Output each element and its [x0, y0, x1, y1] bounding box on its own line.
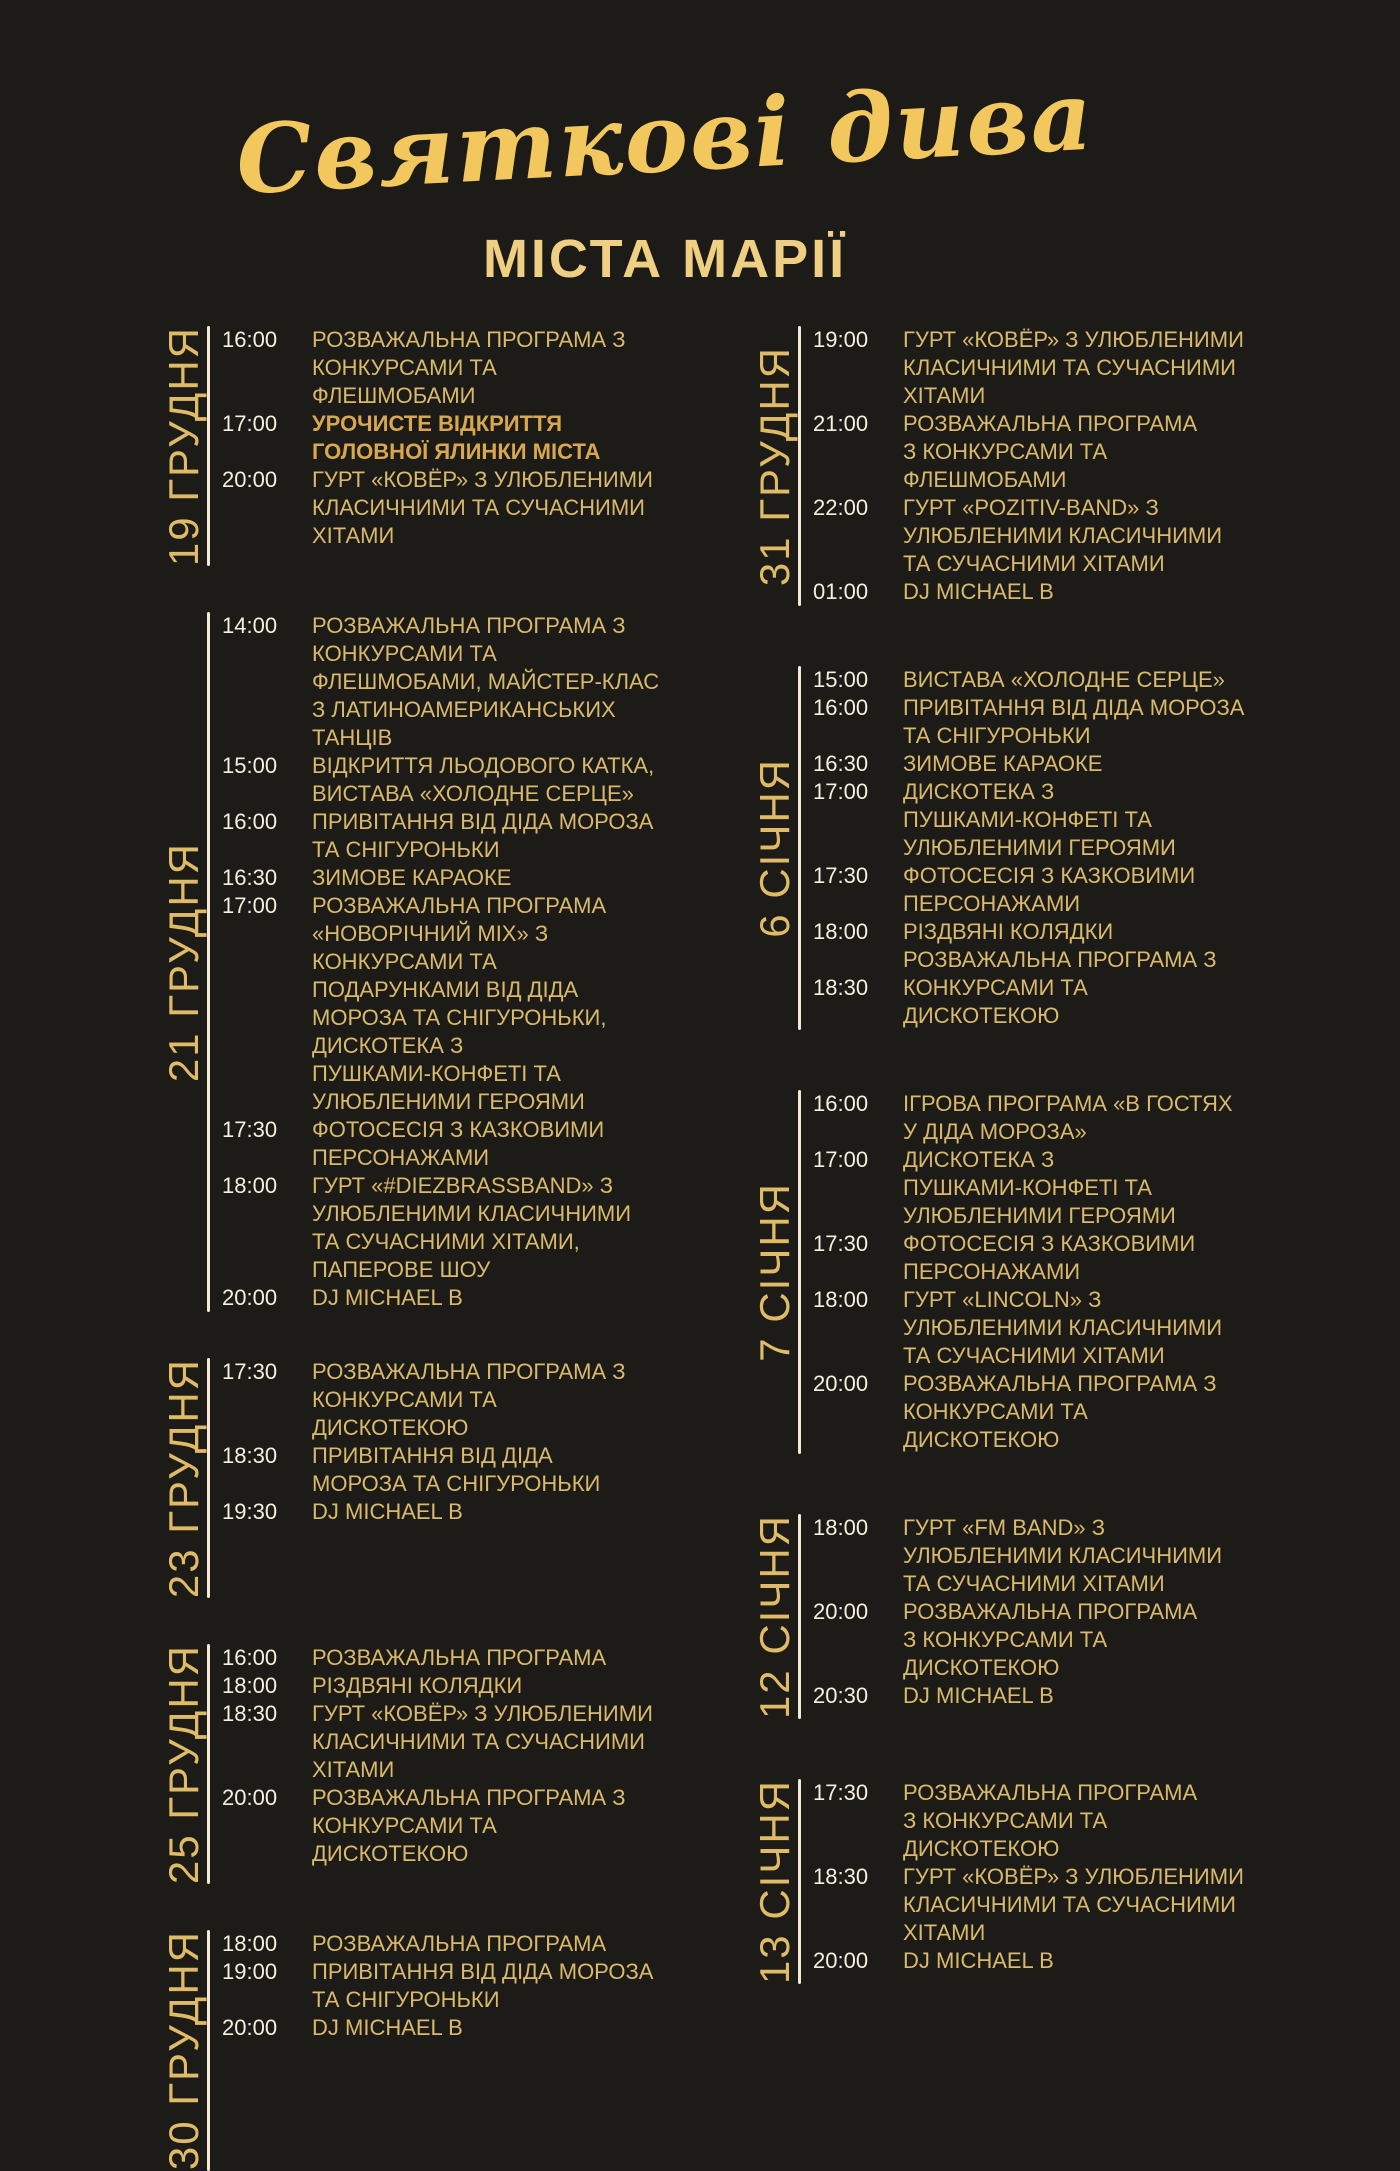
schedule-section — [640, 1514, 1400, 1719]
event-row — [813, 410, 1244, 494]
poster-title: Святкові дива — [233, 60, 1097, 217]
event-description-line: ДИСКОТЕКОЮ — [312, 1415, 469, 1441]
event-description-line: ПУШКАМИ-КОНФЕТІ ТА — [312, 1061, 561, 1087]
event-description-line: ПРИВІТАННЯ ВІД ДІДА МОРОЗА — [903, 695, 1245, 720]
event-row — [222, 892, 659, 1116]
event-time: 16:00 — [222, 809, 278, 835]
event-row — [813, 946, 1244, 1030]
section-date-cell — [640, 1090, 798, 1454]
event-row — [222, 808, 659, 864]
event-time: 16:30 — [813, 751, 869, 776]
event-row — [813, 578, 1244, 606]
event-description-line: ІГРОВА ПРОГРАМА «В ГОСТЯХ — [903, 1091, 1233, 1116]
event-description-line: ХІТАМИ — [312, 523, 395, 548]
schedule-section — [640, 326, 1400, 606]
event-description-line: КОНКУРСАМИ ТА — [312, 949, 497, 975]
event-description-line: ПЕРСОНАЖАМИ — [903, 891, 1081, 916]
section-events — [801, 666, 1244, 1030]
schedule-section — [640, 1090, 1400, 1454]
event-row — [222, 1644, 653, 1672]
event-time: 20:00 — [813, 1948, 869, 1974]
event-description-line: ХІТАМИ — [312, 1757, 395, 1783]
schedule-section — [95, 326, 653, 567]
event-description-line: DJ MICHAEL B — [903, 579, 1054, 604]
event-description-line: ГУРТ «LINCOLN» З — [903, 1287, 1102, 1312]
section-date-label: 6 СІЧНЯ — [751, 758, 798, 938]
section-events — [210, 1644, 653, 1884]
section-events — [210, 326, 653, 566]
event-time: 17:30 — [222, 1359, 278, 1385]
event-time: 20:30 — [813, 1683, 869, 1708]
event-time: 16:00 — [813, 695, 869, 720]
event-description-line: РІЗДВЯНІ КОЛЯДКИ — [903, 919, 1114, 944]
event-description-line: ПЕРСОНАЖАМИ — [903, 1259, 1081, 1284]
event-row — [813, 1370, 1233, 1454]
event-row — [222, 1784, 653, 1868]
event-row — [813, 1230, 1233, 1286]
event-description-line: МОРОЗА ТА СНІГУРОНЬКИ, — [312, 1005, 607, 1031]
schedule-section — [95, 1930, 654, 2171]
section-events — [801, 326, 1244, 606]
event-description-line: ПОДАРУНКАМИ ВІД ДІДА — [312, 977, 579, 1003]
event-description-line: ЗИМОВЕ КАРАОКЕ — [903, 751, 1103, 776]
event-row — [813, 1863, 1244, 1947]
event-description-line: З КОНКУРСАМИ ТА — [903, 1627, 1108, 1652]
event-description-line: КЛАСИЧНИМИ ТА СУЧАСНИМИ — [903, 1892, 1236, 1918]
event-description-line: РОЗВАЖАЛЬНА ПРОГРАМА З — [312, 1785, 626, 1811]
event-description-line: ВІДКРИТТЯ ЛЬОДОВОГО КАТКА, — [312, 753, 655, 779]
event-time: 17:30 — [813, 1780, 869, 1806]
event-row — [222, 1284, 659, 1312]
event-time: 17:30 — [222, 1117, 278, 1143]
event-time: 17:30 — [813, 1231, 869, 1256]
event-time: 14:00 — [222, 613, 278, 639]
event-description-line: ФЛЕШМОБАМИ, МАЙСТЕР-КЛАС — [312, 669, 660, 695]
event-description-line: РОЗВАЖАЛЬНА ПРОГРАМА — [903, 1599, 1198, 1624]
event-description-line: ЗИМОВЕ КАРАОКЕ — [312, 865, 512, 891]
event-row — [222, 1672, 653, 1700]
event-description-line: ФЛЕШМОБАМИ — [903, 467, 1067, 492]
event-time: 19:00 — [222, 1959, 278, 1985]
event-description-line: ГУРТ «FM BAND» З — [903, 1515, 1105, 1540]
event-row — [813, 1598, 1222, 1682]
event-description-line: DJ MICHAEL B — [312, 1285, 463, 1311]
section-date-label: 31 ГРУДНЯ — [751, 345, 798, 587]
event-description-line: УЛЮБЛЕНИМИ ГЕРОЯМИ — [903, 1203, 1176, 1228]
event-time: 22:00 — [813, 495, 869, 520]
event-description-line: УЛЮБЛЕНИМИ КЛАСИЧНИМИ — [312, 1201, 632, 1227]
event-description-line: ТА СУЧАСНИМИ ХІТАМИ — [903, 1571, 1165, 1596]
event-time: 18:30 — [222, 1443, 278, 1469]
event-row — [813, 1146, 1233, 1230]
schedule-section — [640, 666, 1400, 1030]
event-row — [222, 1498, 626, 1526]
section-date-cell — [640, 1779, 798, 1984]
schedule-section — [95, 612, 660, 1312]
event-description-line: ТА СУЧАСНИМИ ХІТАМИ — [903, 1343, 1165, 1368]
event-time: 18:00 — [813, 919, 869, 944]
event-time: 16:00 — [813, 1091, 869, 1116]
event-description-line: ПУШКАМИ-КОНФЕТІ ТА — [903, 1175, 1152, 1200]
schedule-column-right — [640, 326, 1400, 1984]
poster-header — [0, 0, 1330, 289]
event-description-line: ДИСКОТЕКА З — [903, 1147, 1055, 1172]
event-description-line: РОЗВАЖАЛЬНА ПРОГРАМА — [312, 1931, 607, 1957]
event-description-line: РОЗВАЖАЛЬНА ПРОГРАМА З — [312, 613, 626, 639]
event-description-line: ХІТАМИ — [903, 1920, 986, 1946]
event-row — [222, 1172, 659, 1284]
event-time: 15:00 — [222, 753, 278, 779]
event-row — [222, 1442, 626, 1498]
section-date-label: 7 СІЧНЯ — [751, 1182, 798, 1362]
event-description-line: DJ MICHAEL B — [312, 2015, 463, 2041]
event-description-line: КЛАСИЧНИМИ ТА СУЧАСНИМИ — [903, 355, 1236, 380]
event-row — [813, 1286, 1233, 1370]
event-description-line: РОЗВАЖАЛЬНА ПРОГРАМА З — [903, 947, 1217, 972]
event-time: 16:30 — [222, 865, 278, 891]
event-description-line: DJ MICHAEL B — [903, 1948, 1054, 1974]
event-time: 17:00 — [813, 1147, 869, 1172]
event-row — [813, 326, 1244, 410]
event-description-line: ГУРТ «POZITIV-BAND» З — [903, 495, 1159, 520]
event-description-line: З КОНКУРСАМИ ТА — [903, 1808, 1108, 1834]
event-description-line: DJ MICHAEL B — [903, 1683, 1054, 1708]
event-time: 17:00 — [222, 893, 278, 919]
section-events — [801, 1514, 1222, 1719]
section-date-cell — [640, 326, 798, 606]
event-description-line: УЛЮБЛЕНИМИ ГЕРОЯМИ — [903, 835, 1176, 860]
section-date-label: 25 ГРУДНЯ — [160, 1644, 207, 1885]
event-description-line: КОНКУРСАМИ ТА — [312, 1813, 497, 1839]
event-description-line: ПЕРСОНАЖАМИ — [312, 1145, 490, 1171]
event-description-line: ПРИВІТАННЯ ВІД ДІДА МОРОЗА — [312, 1959, 654, 1985]
event-description-line: У ДІДА МОРОЗА» — [903, 1119, 1087, 1144]
event-description-line: ГУРТ «#DIEZBRASSBAND» З — [312, 1173, 614, 1199]
event-row — [813, 778, 1244, 862]
event-description-line: DJ MICHAEL B — [312, 1499, 463, 1525]
event-time: 20:00 — [813, 1599, 869, 1624]
section-events — [801, 1090, 1233, 1454]
event-description-line: КОНКУРСАМИ ТА — [903, 975, 1088, 1000]
event-description-line: РОЗВАЖАЛЬНА ПРОГРАМА З — [312, 327, 626, 352]
event-description-line: ДИСКОТЕКОЮ — [903, 1655, 1060, 1680]
section-date-label: 23 ГРУДНЯ — [160, 1358, 207, 1599]
section-date-cell — [95, 1358, 207, 1598]
event-description-line: ГУРТ «КОВЁР» З УЛЮБЛЕНИМИ — [312, 467, 653, 492]
event-time: 18:00 — [222, 1931, 278, 1957]
event-description-line: УЛЮБЛЕНИМИ КЛАСИЧНИМИ — [903, 523, 1223, 548]
section-date-cell — [95, 1930, 207, 2170]
event-description-line: З ЛАТИНОАМЕРИКАНСЬКИХ — [312, 697, 616, 723]
schedule-column-left — [95, 326, 660, 2171]
event-time: 21:00 — [813, 411, 869, 436]
section-date-cell — [95, 326, 207, 566]
event-description-line: ГОЛОВНОЇ ЯЛИНКИ МІСТА — [312, 439, 601, 464]
event-description-line: ДИСКОТЕКОЮ — [903, 1836, 1060, 1862]
event-description-line: ДИСКОТЕКА З — [903, 779, 1055, 804]
event-time: 18:30 — [222, 1701, 278, 1727]
event-description-line: ПАПЕРОВЕ ШОУ — [312, 1257, 491, 1283]
event-time: 18:30 — [813, 975, 869, 1000]
event-description-line: РОЗВАЖАЛЬНА ПРОГРАМА З — [903, 1371, 1217, 1396]
event-row — [222, 1116, 659, 1172]
event-description-line: ГУРТ «КОВЁР» З УЛЮБЛЕНИМИ — [903, 1864, 1244, 1890]
event-row — [222, 466, 653, 550]
event-description-line: КОНКУРСАМИ ТА — [312, 355, 497, 380]
event-time: 18:00 — [222, 1673, 278, 1699]
event-description-line: «НОВОРІЧНИЙ MIX» З — [312, 921, 549, 947]
event-time: 20:00 — [222, 467, 278, 492]
event-description-line: ФОТОСЕСІЯ З КАЗКОВИМИ — [903, 863, 1196, 888]
schedule-section — [640, 1779, 1400, 1984]
event-row — [222, 2014, 653, 2042]
event-description-line: РОЗВАЖАЛЬНА ПРОГРАМА — [312, 893, 607, 919]
event-description-line: З КОНКУРСАМИ ТА — [903, 439, 1108, 464]
event-row — [222, 864, 659, 892]
event-row — [813, 1682, 1222, 1710]
event-time: 01:00 — [813, 579, 869, 604]
event-time: 20:00 — [222, 1285, 278, 1311]
schedule-section — [95, 1358, 640, 1598]
event-description-line: ПРИВІТАННЯ ВІД ДІДА — [312, 1443, 553, 1469]
event-time: 18:00 — [222, 1173, 278, 1199]
schedule — [0, 326, 1400, 2171]
event-row — [813, 1947, 1244, 1975]
event-description-line: РОЗВАЖАЛЬНА ПРОГРАМА — [312, 1645, 607, 1671]
event-time: 18:00 — [813, 1287, 869, 1312]
event-description-line: ФЛЕШМОБАМИ — [312, 383, 476, 408]
section-date-label: 19 ГРУДНЯ — [160, 326, 207, 567]
section-events — [801, 1779, 1244, 1984]
event-description-line: ТА СНІГУРОНЬКИ — [312, 1987, 500, 2013]
event-description-line: ПУШКАМИ-КОНФЕТІ ТА — [903, 807, 1152, 832]
event-description-line: РОЗВАЖАЛЬНА ПРОГРАМА — [903, 1780, 1198, 1806]
event-row — [222, 1358, 626, 1442]
event-time: 19:30 — [222, 1499, 278, 1525]
section-events — [210, 1358, 626, 1598]
event-row — [222, 1700, 653, 1784]
event-description-line: РІЗДВЯНІ КОЛЯДКИ — [312, 1673, 523, 1699]
section-date-cell — [95, 612, 207, 1312]
section-date-cell — [640, 1514, 798, 1719]
event-description-line: ТА СНІГУРОНЬКИ — [903, 723, 1091, 748]
event-row — [222, 326, 653, 410]
event-time: 17:30 — [813, 863, 869, 888]
event-description-line: ВИСТАВА «ХОЛОДНЕ СЕРЦЕ» — [903, 667, 1225, 692]
event-description-line: УЛЮБЛЕНИМИ КЛАСИЧНИМИ — [903, 1315, 1223, 1340]
event-row — [222, 612, 659, 752]
event-description-line: КЛАСИЧНИМИ ТА СУЧАСНИМИ — [312, 495, 645, 520]
event-description-line: ТА СУЧАСНИМИ ХІТАМИ — [903, 551, 1165, 576]
event-time: 18:00 — [813, 1515, 869, 1540]
event-description-line: ТАНЦІВ — [312, 725, 393, 751]
section-date-label: 13 СІЧНЯ — [751, 1779, 798, 1985]
section-date-label: 30 ГРУДНЯ — [160, 1930, 207, 2171]
section-date-label: 12 СІЧНЯ — [751, 1514, 798, 1720]
event-row — [222, 752, 659, 808]
event-time: 20:00 — [222, 1785, 278, 1811]
event-row — [222, 1930, 653, 1958]
event-time: 17:00 — [222, 411, 278, 436]
event-time: 15:00 — [813, 667, 869, 692]
event-description-line: ТА СНІГУРОНЬКИ — [312, 837, 500, 863]
event-description-line: КОНКУРСАМИ ТА — [312, 1387, 497, 1413]
event-description-line: ПРИВІТАННЯ ВІД ДІДА МОРОЗА — [312, 809, 654, 835]
section-date-cell — [640, 666, 798, 1030]
event-description-line: ХІТАМИ — [903, 383, 986, 408]
event-description-line: РОЗВАЖАЛЬНА ПРОГРАМА З — [312, 1359, 626, 1385]
event-time: 20:00 — [813, 1371, 869, 1396]
poster-subtitle: МІСТА МАРІЇ — [482, 229, 848, 289]
event-row — [813, 918, 1244, 946]
section-events — [210, 612, 659, 1312]
event-time: 20:00 — [222, 2015, 278, 2041]
event-row — [813, 494, 1244, 578]
event-time: 16:00 — [222, 327, 278, 352]
event-description-line: ГУРТ «КОВЁР» З УЛЮБЛЕНИМИ — [312, 1701, 653, 1727]
event-description-line: УЛЮБЛЕНИМИ КЛАСИЧНИМИ — [903, 1543, 1223, 1568]
event-description-line: ГУРТ «КОВЁР» З УЛЮБЛЕНИМИ — [903, 327, 1244, 352]
event-row — [813, 1779, 1244, 1863]
event-row — [813, 694, 1244, 750]
event-time: 18:30 — [813, 1864, 869, 1890]
event-description-line: ФОТОСЕСІЯ З КАЗКОВИМИ — [903, 1231, 1196, 1256]
event-description-line: ФОТОСЕСІЯ З КАЗКОВИМИ — [312, 1117, 605, 1143]
event-row — [813, 1514, 1222, 1598]
event-time: 19:00 — [813, 327, 869, 352]
event-description-line: УЛЮБЛЕНИМИ ГЕРОЯМИ — [312, 1089, 585, 1115]
event-description-line: КОНКУРСАМИ ТА — [903, 1399, 1088, 1424]
event-row — [813, 1090, 1233, 1146]
event-description-line: ДИСКОТЕКОЮ — [903, 1427, 1060, 1452]
event-description-line: УРОЧИСТЕ ВІДКРИТТЯ — [312, 411, 563, 436]
event-description-line: ДИСКОТЕКОЮ — [312, 1841, 469, 1867]
section-date-cell — [95, 1644, 207, 1884]
event-row — [813, 666, 1244, 694]
event-description-line: РОЗВАЖАЛЬНА ПРОГРАМА — [903, 411, 1198, 436]
event-row — [813, 862, 1244, 918]
event-description-line: ТА СУЧАСНИМИ ХІТАМИ, — [312, 1229, 580, 1255]
event-time: 16:00 — [222, 1645, 278, 1671]
event-description-line: ДИСКОТЕКОЮ — [903, 1003, 1060, 1028]
event-time: 17:00 — [813, 779, 869, 804]
event-description-line: КЛАСИЧНИМИ ТА СУЧАСНИМИ — [312, 1729, 645, 1755]
event-row — [222, 410, 653, 466]
section-events — [210, 1930, 653, 2170]
section-date-label: 21 ГРУДНЯ — [160, 842, 207, 1083]
event-description-line: МОРОЗА ТА СНІГУРОНЬКИ — [312, 1471, 601, 1497]
event-row — [222, 1958, 653, 2014]
event-description-line: ДИСКОТЕКА З — [312, 1033, 464, 1059]
event-row — [813, 750, 1244, 778]
event-description-line: КОНКУРСАМИ ТА — [312, 641, 497, 667]
event-description-line: ВИСТАВА «ХОЛОДНЕ СЕРЦЕ» — [312, 781, 634, 807]
schedule-section — [95, 1644, 653, 1885]
